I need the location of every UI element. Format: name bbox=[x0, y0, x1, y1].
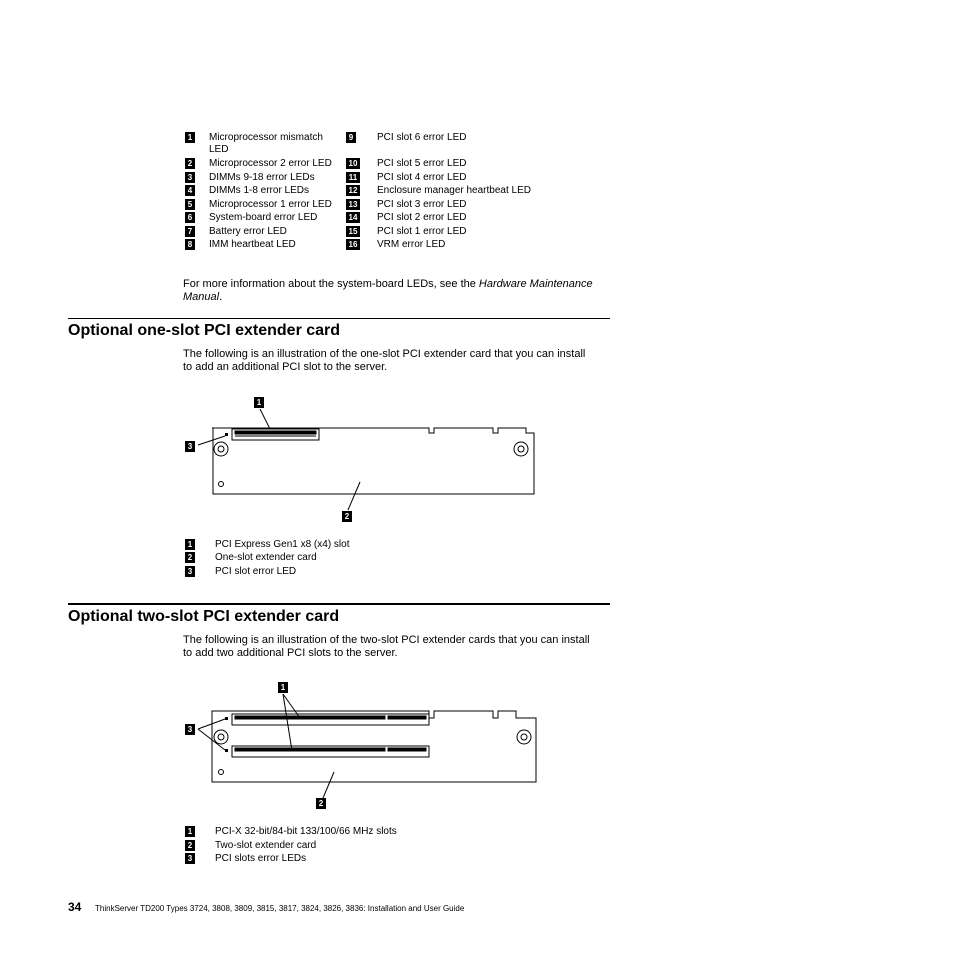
led-legend-item: PCI slot 2 error LED bbox=[377, 212, 467, 223]
card-outline bbox=[212, 428, 534, 494]
figure-callout-1: 1 bbox=[254, 397, 264, 408]
led-legend-item: Microprocessor 1 error LED bbox=[209, 199, 332, 210]
intro-line: to add two additional PCI slots to the server. bbox=[183, 647, 398, 659]
callout-7: 7 bbox=[185, 226, 195, 237]
callout-3: 3 bbox=[185, 853, 195, 864]
section-rule bbox=[68, 318, 610, 319]
one-slot-card-figure bbox=[180, 392, 550, 532]
callout-4: 4 bbox=[185, 185, 195, 196]
legend-item: PCI slot error LED bbox=[215, 566, 297, 577]
callout-1: 1 bbox=[185, 539, 195, 550]
legend-item: One-slot extender card bbox=[215, 552, 317, 563]
callout-2: 2 bbox=[185, 158, 195, 169]
callout-11: 11 bbox=[346, 172, 360, 183]
led-legend-item: IMM heartbeat LED bbox=[209, 239, 296, 250]
led-legend-item: Enclosure manager heartbeat LED bbox=[377, 185, 531, 196]
legend-item: PCI-X 32-bit/84-bit 133/100/66 MHz slots bbox=[215, 826, 397, 837]
intro-line: to add an additional PCI slot to the server. bbox=[183, 361, 388, 373]
page-number: 34 bbox=[68, 900, 82, 914]
callout-12: 12 bbox=[346, 185, 360, 196]
callout-3: 3 bbox=[185, 566, 195, 577]
led-legend-item: Battery error LED bbox=[209, 226, 287, 237]
section-intro bbox=[183, 634, 590, 660]
intro-line: The following is an illustration of the one-slot PCI extender card that you can install bbox=[183, 348, 586, 360]
manual-title-cont[interactable]: Manual bbox=[183, 291, 220, 303]
led-legend-item: Microprocessor mismatch bbox=[209, 132, 323, 143]
callout-3: 3 bbox=[185, 172, 195, 183]
callout-15: 15 bbox=[346, 226, 360, 237]
callout-9: 9 bbox=[346, 132, 356, 143]
more-info-suffix: . bbox=[219, 291, 223, 303]
led-legend-item: PCI slot 5 error LED bbox=[377, 158, 467, 169]
callout-10: 10 bbox=[346, 158, 360, 169]
led-legend-item: Microprocessor 2 error LED bbox=[209, 158, 332, 169]
callout-14: 14 bbox=[346, 212, 360, 223]
legend-item: PCI slots error LEDs bbox=[215, 853, 307, 864]
section-rule bbox=[68, 603, 610, 605]
led-legend-item: System-board error LED bbox=[209, 212, 318, 223]
led-legend-item-cont: LED bbox=[209, 144, 229, 155]
callout-1: 1 bbox=[185, 826, 195, 837]
figure-callout-2: 2 bbox=[342, 511, 352, 522]
led-legend-item: VRM error LED bbox=[377, 239, 446, 250]
callout-5: 5 bbox=[185, 199, 195, 210]
legend-item: PCI Express Gen1 x8 (x4) slot bbox=[215, 539, 350, 550]
more-info-paragraph bbox=[183, 278, 611, 304]
two-slot-card-figure bbox=[180, 676, 550, 816]
callout-1: 1 bbox=[185, 132, 195, 143]
figure-callout-1: 1 bbox=[278, 682, 288, 693]
callout-16: 16 bbox=[346, 239, 360, 250]
figure-callout-2: 2 bbox=[316, 798, 326, 809]
callout-6: 6 bbox=[185, 212, 195, 223]
callout-2: 2 bbox=[185, 840, 195, 851]
intro-line: The following is an illustration of the two-slot PCI extender cards that you can install bbox=[183, 634, 590, 646]
led-legend-item: PCI slot 3 error LED bbox=[377, 199, 467, 210]
legend-item: Two-slot extender card bbox=[215, 840, 317, 851]
led-legend-item: DIMMs 9-18 error LEDs bbox=[209, 172, 315, 183]
figure-callout-3: 3 bbox=[185, 441, 195, 452]
callout-13: 13 bbox=[346, 199, 360, 210]
section-title: Optional two-slot PCI extender card bbox=[68, 608, 340, 625]
callout-2: 2 bbox=[185, 552, 195, 563]
figure-callout-3: 3 bbox=[185, 724, 195, 735]
section-title: Optional one-slot PCI extender card bbox=[68, 322, 341, 339]
led-legend-item: PCI slot 1 error LED bbox=[377, 226, 467, 237]
manual-title[interactable]: Hardware Maintenance bbox=[478, 278, 593, 290]
section-intro bbox=[183, 348, 585, 374]
led-legend-item: DIMMs 1-8 error LEDs bbox=[209, 185, 310, 196]
footer-text: ThinkServer TD200 Types 3724, 3808, 3809, 3815, 3817, 3824, 3826, 3836: Installation and User Guide bbox=[95, 904, 465, 913]
callout-8: 8 bbox=[185, 239, 195, 250]
led-legend-item: PCI slot 4 error LED bbox=[377, 172, 467, 183]
more-info-text: For more information about the system-board LEDs, see the bbox=[183, 278, 479, 290]
led-legend-item: PCI slot 6 error LED bbox=[377, 132, 467, 143]
